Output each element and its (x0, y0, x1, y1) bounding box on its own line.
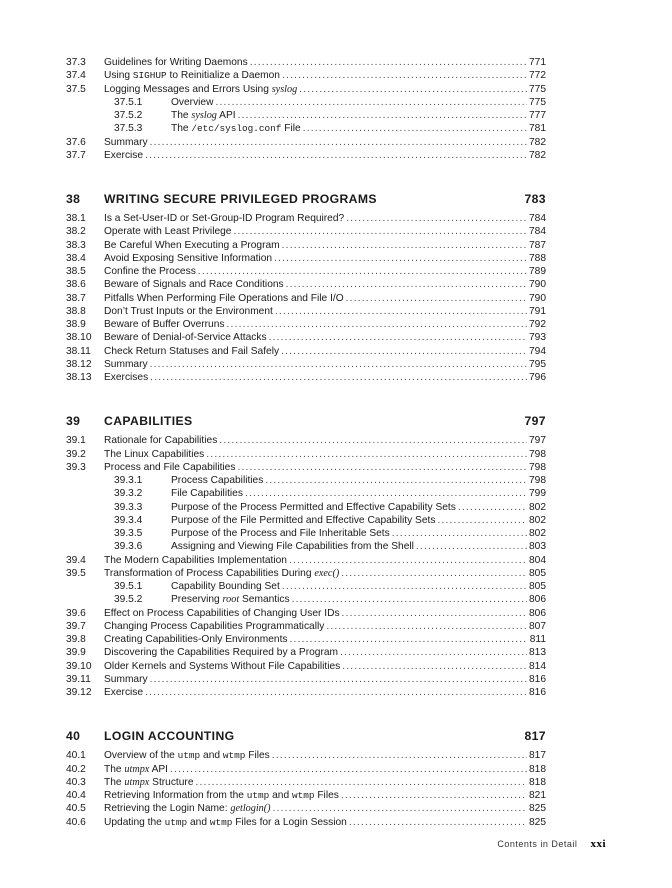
entry-page: 803 (529, 541, 546, 553)
entry-title: Retrieving Information from the utmp and wtmp Files (104, 790, 339, 801)
toc-entry[interactable] (66, 646, 546, 659)
entry-title: The utmpx Structure (104, 776, 194, 788)
toc-entry[interactable] (66, 776, 546, 789)
toc-entry[interactable] (66, 278, 546, 291)
toc-entry[interactable] (66, 318, 546, 331)
entry-title: Confine the Process (104, 266, 196, 277)
entry-number: 39.3.5 (114, 528, 143, 539)
entry-title: The utmpx API (104, 763, 169, 775)
toc-entry[interactable] (66, 567, 546, 580)
dot-leader (150, 673, 527, 686)
entry-number: 37.6 (66, 136, 86, 148)
entry-number: 39.7 (66, 620, 86, 632)
entry-number: 39.3.4 (114, 514, 143, 526)
entry-number: 39.4 (66, 554, 86, 566)
entry-title: Using SIGHUP to Reinitialize a Daemon (104, 70, 280, 82)
dot-leader (150, 358, 527, 371)
toc-entry[interactable] (66, 660, 546, 673)
toc-entry[interactable] (66, 212, 546, 225)
entry-title: The /etc/syslog.conf File (171, 123, 301, 135)
entry-page: 802 (529, 528, 546, 539)
chapter-heading (66, 190, 546, 208)
toc-entry[interactable] (66, 554, 546, 567)
chapter-heading (66, 412, 546, 430)
dot-leader (458, 501, 527, 514)
entry-page: 781 (529, 123, 546, 135)
entry-title: Changing Process Capabilities Programmatically (104, 620, 325, 632)
dot-leader (346, 212, 527, 225)
entry-title: Rationale for Capabilities (104, 435, 218, 447)
dot-leader (215, 96, 527, 109)
entry-number: 40.1 (66, 750, 86, 762)
dot-leader (282, 69, 527, 82)
entry-page: 816 (529, 673, 546, 685)
chapter-title: WRITING SECURE PRIVILEGED PROGRAMS (104, 192, 377, 206)
dot-leader (341, 789, 527, 802)
entry-title: Summary (104, 136, 148, 148)
entry-number: 38.1 (66, 213, 86, 224)
toc-entry[interactable] (66, 434, 546, 447)
entry-page: 798 (529, 448, 546, 460)
toc-entry[interactable] (66, 358, 546, 371)
entry-title: Overview (171, 96, 214, 108)
chapter-title: CAPABILITIES (104, 414, 193, 429)
page-footer (497, 838, 606, 850)
entry-page: 771 (529, 57, 546, 68)
entry-page: 799 (529, 488, 546, 500)
entry-page: 813 (529, 647, 546, 659)
entry-title: Summary (104, 673, 148, 685)
toc-entry[interactable] (66, 487, 546, 500)
toc-entry[interactable] (66, 448, 546, 461)
entry-title: File Capabilities (171, 488, 243, 500)
dot-leader (289, 554, 527, 567)
toc-entry[interactable] (66, 540, 546, 553)
dot-leader (286, 278, 527, 291)
chapter-heading (66, 727, 546, 745)
dot-leader (150, 136, 527, 149)
toc-entry[interactable] (66, 122, 546, 135)
entry-number: 39.5.2 (114, 594, 143, 606)
entry-number: 39.5 (66, 567, 86, 579)
toc-entry[interactable] (66, 96, 546, 109)
entry-number: 38.13 (66, 372, 92, 383)
entry-number: 40.4 (66, 790, 86, 801)
dot-leader (340, 646, 527, 659)
entry-number: 38.6 (66, 279, 86, 291)
entry-number: 39.9 (66, 647, 86, 659)
entry-number: 39.3.3 (114, 501, 143, 513)
entry-page: 797 (529, 435, 546, 447)
entry-page: 784 (529, 213, 546, 224)
entry-title: Exercise (104, 149, 144, 161)
entry-page: 789 (529, 266, 546, 277)
entry-page: 784 (529, 226, 546, 238)
entry-number: 37.3 (66, 57, 86, 68)
dot-leader (273, 802, 527, 815)
dot-leader (299, 83, 527, 96)
entry-title: Transformation of Process Capabilities During exec() (104, 567, 340, 579)
entry-page: 790 (529, 279, 546, 291)
entry-number: 38.2 (66, 226, 86, 238)
entry-number: 37.5.1 (114, 96, 143, 108)
entry-page: 804 (529, 554, 546, 566)
entry-page: 811 (529, 634, 546, 645)
entry-title: Beware of Signals and Race Conditions (104, 279, 284, 291)
entry-page: 805 (529, 581, 546, 592)
entry-page: 791 (529, 305, 546, 317)
dot-leader (272, 749, 527, 762)
toc-entry[interactable] (66, 56, 546, 69)
entry-page: 777 (529, 110, 546, 121)
entry-number: 39.1 (66, 435, 86, 447)
toc-entry[interactable] (66, 69, 546, 82)
entry-title: Summary (104, 358, 148, 370)
entry-page: 802 (529, 514, 546, 526)
entry-title: Don’t Trust Inputs or the Environment (104, 305, 273, 317)
entry-number: 39.3.2 (114, 488, 143, 500)
dot-leader (303, 122, 527, 135)
entry-number: 39.5.1 (114, 581, 143, 592)
toc-entry[interactable] (66, 252, 546, 265)
entry-title: Exercises (104, 372, 149, 383)
entry-title: Discovering the Capabilities Required by a Program (104, 647, 338, 659)
entry-page: 821 (529, 790, 546, 801)
entry-number: 37.4 (66, 70, 86, 82)
entry-page: 806 (529, 607, 546, 619)
toc-entry[interactable] (66, 686, 546, 699)
entry-title: Purpose of the File Permitted and Effective Capability Sets (171, 514, 436, 526)
entry-title: Is a Set-User-ID or Set-Group-ID Program Required? (104, 213, 345, 224)
entry-number: 39.8 (66, 634, 86, 645)
entry-title: Avoid Exposing Sensitive Information (104, 252, 273, 264)
toc-entry[interactable] (66, 474, 546, 487)
dot-leader (226, 318, 527, 331)
entry-title: Effect on Process Capabilities of Changing User IDs (104, 607, 340, 619)
entry-number: 38.10 (66, 332, 92, 344)
entry-number: 38.5 (66, 266, 86, 277)
dot-leader (170, 763, 527, 776)
entry-number: 38.11 (66, 345, 91, 357)
entry-title: Beware of Denial-of-Service Attacks (104, 332, 267, 344)
entry-title: Overview of the utmp and wtmp Files (104, 750, 270, 762)
entry-title: Retrieving the Login Name: getlogin() (104, 803, 271, 815)
toc-entry[interactable] (66, 371, 546, 384)
footer-label: Contents in Detail (497, 839, 578, 849)
entry-title: Preserving root Semantics (171, 594, 290, 606)
dot-leader (198, 265, 527, 278)
toc-entry[interactable] (66, 607, 546, 620)
toc-entry[interactable] (66, 461, 546, 474)
entry-page: 814 (529, 660, 546, 672)
entry-page: 825 (529, 816, 546, 828)
entry-page: 775 (529, 96, 546, 108)
entry-page: 807 (529, 620, 546, 632)
dot-leader (265, 474, 527, 487)
dot-leader (238, 109, 527, 122)
dot-leader (437, 514, 527, 527)
entry-number: 40.3 (66, 776, 86, 788)
toc-entry[interactable] (66, 763, 546, 776)
dot-leader (245, 487, 527, 500)
dot-leader (282, 239, 527, 252)
entry-number: 39.11 (66, 673, 91, 685)
toc-entry[interactable] (66, 292, 546, 305)
entry-number: 39.2 (66, 448, 86, 460)
dot-leader (282, 580, 527, 593)
entry-page: 788 (529, 252, 546, 264)
dot-leader (341, 567, 527, 580)
entry-page: 787 (529, 239, 546, 251)
entry-page: 775 (529, 83, 546, 95)
toc-entry[interactable] (66, 305, 546, 318)
dot-leader (275, 305, 527, 318)
entry-page: 817 (529, 750, 546, 762)
dot-leader (274, 252, 527, 265)
entry-title: The Linux Capabilities (104, 448, 205, 460)
entry-title: Beware of Buffer Overruns (104, 319, 225, 330)
entry-page: 798 (529, 475, 546, 486)
entry-number: 37.5.3 (114, 123, 143, 135)
toc-entry[interactable] (66, 514, 546, 527)
entry-number: 39.3 (66, 461, 86, 473)
entry-number: 37.5.2 (114, 110, 143, 121)
entry-title: Process Capabilities (171, 475, 264, 486)
entry-number: 39.6 (66, 607, 86, 619)
entry-number: 38.8 (66, 305, 86, 317)
entry-title: Check Return Statuses and Fail Safely (104, 345, 280, 357)
entry-title: Purpose of the Process and File Inheritable Sets (171, 528, 390, 539)
dot-leader (281, 345, 527, 358)
entry-page: 816 (529, 687, 546, 698)
entry-page: 782 (529, 136, 546, 148)
entry-page: 782 (529, 149, 546, 161)
entry-page: 772 (529, 70, 546, 82)
toc-entry[interactable] (66, 816, 546, 829)
toc-entry[interactable] (66, 225, 546, 238)
entry-number: 38.12 (66, 358, 92, 370)
entry-number: 40.6 (66, 816, 86, 828)
toc-entry[interactable] (66, 136, 546, 149)
entry-number: 39.10 (66, 660, 92, 672)
chapter-title: LOGIN ACCOUNTING (104, 729, 235, 744)
entry-title: Capability Bounding Set (171, 581, 280, 592)
entry-number: 38.4 (66, 252, 86, 264)
entry-page: 795 (529, 358, 546, 370)
dot-leader (342, 660, 527, 673)
dot-leader (233, 225, 527, 238)
entry-page: 818 (529, 776, 546, 788)
dot-leader (342, 607, 527, 620)
dot-leader (346, 292, 527, 305)
entry-title: Operate with Least Privilege (104, 226, 232, 238)
entry-page: 802 (529, 501, 546, 513)
toc-entry[interactable] (66, 265, 546, 278)
entry-number: 39.12 (66, 687, 92, 698)
toc-entry[interactable] (66, 580, 546, 593)
entry-number: 37.7 (66, 149, 86, 161)
toc-entry[interactable] (66, 501, 546, 514)
entry-number: 39.3.1 (114, 475, 143, 486)
dot-leader (206, 448, 527, 461)
entry-title: Creating Capabilities-Only Environments (104, 634, 288, 645)
entry-title: Updating the utmp and wtmp Files for a Login Session (104, 816, 347, 828)
entry-number: 38.9 (66, 319, 86, 330)
dot-leader (250, 56, 527, 69)
entry-title: Assigning and Viewing File Capabilities from the Shell (171, 541, 414, 553)
entry-page: 806 (529, 594, 546, 606)
entry-number: 40.5 (66, 803, 86, 815)
dot-leader (150, 371, 527, 384)
entry-title: The Modern Capabilities Implementation (104, 554, 287, 566)
entry-title: Logging Messages and Errors Using syslog (104, 83, 298, 95)
dot-leader (219, 434, 527, 447)
chapter-number: 40 (66, 729, 81, 744)
dot-leader (349, 816, 527, 829)
entry-number: 37.5 (66, 83, 86, 95)
toc-entry[interactable] (66, 149, 546, 162)
entry-title: Be Careful When Executing a Program (104, 239, 280, 251)
footer-page-number: xxi (590, 838, 606, 850)
dot-leader (290, 633, 528, 646)
entry-page: 805 (529, 567, 546, 579)
chapter-page: 817 (524, 729, 546, 744)
entry-page: 825 (529, 803, 546, 815)
dot-leader (269, 331, 527, 344)
toc-entry[interactable] (66, 345, 546, 358)
dot-leader (292, 593, 527, 606)
dot-leader (145, 686, 527, 699)
dot-leader (416, 540, 527, 553)
toc-entry[interactable] (66, 109, 546, 122)
entry-page: 792 (529, 319, 546, 330)
entry-page: 794 (529, 345, 546, 357)
chapter-number: 38 (66, 192, 81, 206)
entry-number: 39.3.6 (114, 541, 143, 553)
toc-entry[interactable] (66, 673, 546, 686)
toc-entry[interactable] (66, 633, 546, 646)
entry-title: Guidelines for Writing Daemons (104, 57, 248, 68)
toc-entry[interactable] (66, 83, 546, 96)
entry-title: Pitfalls When Performing File Operations and File I/O (104, 292, 344, 304)
toc-entry[interactable] (66, 331, 546, 344)
entry-page: 796 (529, 372, 546, 383)
entry-page: 798 (529, 461, 546, 473)
chapter-page: 783 (524, 192, 546, 206)
entry-title: Process and File Capabilities (104, 461, 236, 473)
entry-number: 38.3 (66, 239, 86, 251)
dot-leader (237, 461, 527, 474)
entry-page: 790 (529, 292, 546, 304)
toc-entry[interactable] (66, 527, 546, 540)
entry-title: Older Kernels and Systems Without File Capabilities (104, 660, 341, 672)
dot-leader (326, 620, 527, 633)
entry-title: The syslog API (171, 110, 236, 121)
chapter-page: 797 (524, 414, 546, 429)
entry-title: Purpose of the Process Permitted and Effective Capability Sets (171, 501, 456, 513)
toc-entry[interactable] (66, 239, 546, 252)
toc-entry[interactable] (66, 620, 546, 633)
entry-number: 38.7 (66, 292, 86, 304)
entry-page: 793 (529, 332, 546, 344)
toc-entry[interactable] (66, 789, 546, 802)
dot-leader (196, 776, 528, 789)
toc-entry[interactable] (66, 749, 546, 762)
dot-leader (145, 149, 527, 162)
toc-entry[interactable] (66, 802, 546, 815)
dot-leader (392, 527, 527, 540)
entry-title: Exercise (104, 687, 144, 698)
entry-page: 818 (529, 763, 546, 775)
toc-entry[interactable] (66, 593, 546, 606)
entry-number: 40.2 (66, 763, 86, 775)
chapter-number: 39 (66, 414, 81, 429)
